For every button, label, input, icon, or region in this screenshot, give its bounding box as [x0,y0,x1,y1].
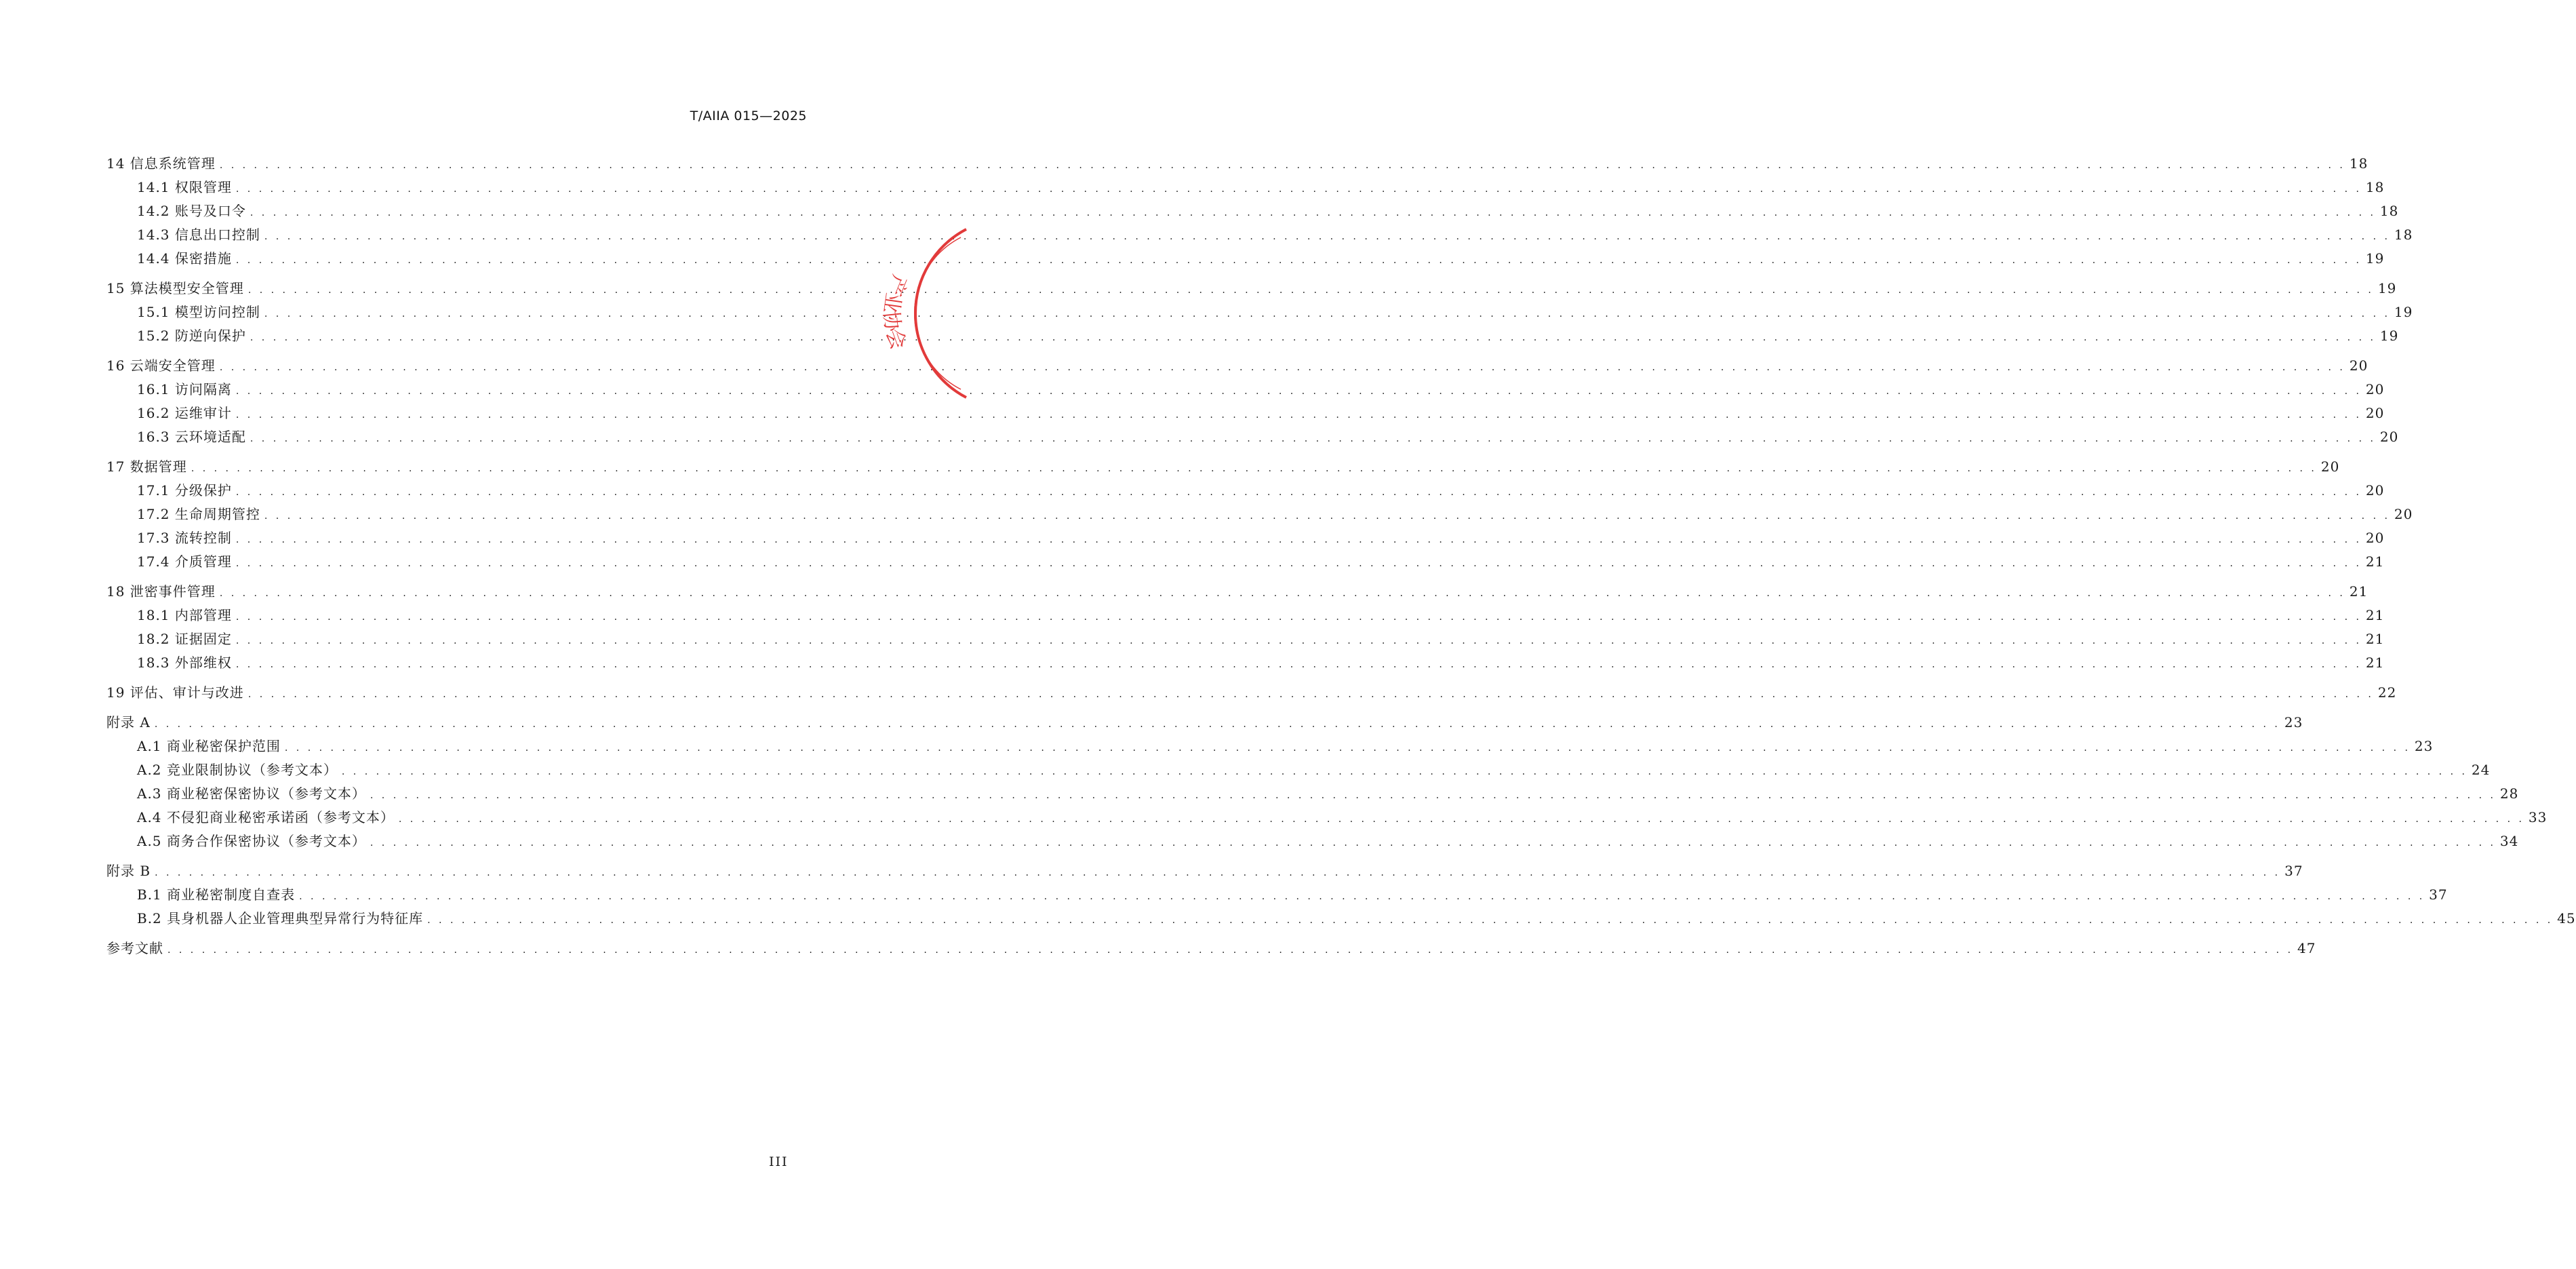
toc-section [106,681,2397,705]
toc-subentry[interactable] [106,604,2385,627]
toc-page-number: 18 [2379,203,2399,219]
dot-leader [191,458,2317,479]
dot-leader [236,631,2362,651]
toc-entry-title: 16.2 运维审计 [137,405,232,421]
dot-leader [248,280,2374,300]
toc-subentry[interactable] [106,526,2385,550]
toc-entry-title: 18.3 外部维权 [137,655,232,671]
toc-page-number: 45 [2557,910,2576,926]
toc-entry-title: 附录 A [106,714,151,730]
toc-entry-title: A.3 商业秘密保密协议（参考文本） [137,785,366,802]
toc-subentry[interactable] [106,503,2413,526]
dot-leader [250,203,2376,223]
partial-seal-stamp [851,224,911,403]
dot-leader [264,227,2390,247]
toc-entry[interactable] [106,711,2303,735]
dot-leader [250,328,2376,348]
toc-entry-title: 参考文献 [106,940,163,956]
toc-page-number: 18 [2349,155,2369,172]
toc-page-number: 19 [2394,304,2413,320]
toc-entry[interactable] [106,580,2369,604]
toc-entry-title: 14.1 权限管理 [137,179,232,195]
toc-entry-title: 附录 B [106,863,151,879]
toc-entry-title: 14.4 保密措施 [137,250,232,267]
dot-leader [236,179,2362,199]
toc-page-number: 19 [2379,328,2399,344]
dot-leader [264,304,2390,324]
toc-page-number: 23 [2414,738,2434,754]
toc-section [106,937,2316,960]
toc-entry[interactable] [106,937,2316,960]
dot-leader [155,863,2280,883]
toc-entry-title: 16.3 云环境适配 [137,429,246,445]
toc-entry-title: 16 云端安全管理 [106,357,216,374]
toc-page-number: 20 [2320,458,2340,475]
toc-page-number: 33 [2528,809,2548,825]
toc-page-number: 47 [2297,940,2316,956]
toc-entry-title: 15.2 防逆向保护 [137,328,246,344]
dot-leader [236,482,2362,503]
page-number: III [769,1154,789,1169]
toc-subentry[interactable] [106,479,2385,503]
toc-entry-title: 18.1 内部管理 [137,607,232,623]
toc-subentry[interactable] [106,627,2385,651]
toc-subentry[interactable] [106,806,2548,829]
toc-entry-title: A.5 商务合作保密协议（参考文本） [137,833,366,849]
toc-entry-title: A.4 不侵犯商业秘密承诺函（参考文本） [137,809,395,825]
toc-page-number: 22 [2377,684,2397,701]
dot-leader [236,553,2362,574]
toc-subentry[interactable] [106,425,2399,449]
toc-page-number: 18 [2365,179,2385,195]
toc-page-number: 20 [2394,506,2413,522]
toc-entry[interactable] [106,354,2369,378]
toc-page-number: 20 [2349,357,2369,374]
toc-section [106,711,2548,853]
toc-page-number: 37 [2429,886,2448,903]
toc-subentry[interactable] [106,247,2385,271]
svg-text:产: 产 [881,271,911,299]
dot-leader [236,381,2362,402]
toc-page-number: 37 [2284,863,2303,879]
dot-leader [370,785,2496,806]
dot-leader [250,429,2376,449]
toc-subentry[interactable] [106,176,2385,199]
dot-leader [399,809,2524,829]
toc-page-number: 20 [2365,482,2385,499]
svg-text:业: 业 [878,291,905,315]
toc-page-number: 28 [2499,785,2519,802]
toc-entry-title: 17 数据管理 [106,458,187,475]
toc-entry[interactable] [106,681,2397,705]
dot-leader [370,833,2496,853]
toc-subentry[interactable] [106,550,2385,574]
toc-entry-title: 15.1 模型访问控制 [137,304,260,320]
dot-leader [299,886,2425,907]
toc-subentry[interactable] [106,883,2448,907]
toc-subentry[interactable] [106,782,2519,806]
toc-page-number: 19 [2365,250,2385,267]
dot-leader [167,940,2293,960]
toc-entry-title: 15 算法模型安全管理 [106,280,244,296]
toc-entry-title: 17.4 介质管理 [137,553,232,570]
toc-page-number: 21 [2365,607,2385,623]
toc-subentry[interactable] [106,829,2519,853]
toc-subentry[interactable] [106,378,2385,402]
toc-entry[interactable] [106,859,2303,883]
toc-page-number: 21 [2365,631,2385,647]
document-code: T/AIIA 015—2025 [690,109,807,123]
dot-leader [220,155,2345,176]
toc-entry-title: 18.2 证据固定 [137,631,232,647]
toc-page-number: 24 [2471,762,2491,778]
toc-page-number: 20 [2379,429,2399,445]
toc-subentry[interactable] [106,907,2576,931]
toc-entry[interactable] [106,152,2369,176]
dot-leader [155,714,2280,735]
toc-section [106,580,2385,675]
dot-leader [342,762,2468,782]
toc-subentry[interactable] [106,300,2413,324]
dot-leader [285,738,2411,758]
toc-entry-title: A.1 商业秘密保护范围 [137,738,281,754]
svg-text:协: 协 [878,309,905,333]
toc-page-number: 20 [2365,381,2385,397]
toc-section [106,354,2399,449]
toc-entry-title: 17.3 流转控制 [137,530,232,546]
toc-entry-title: B.1 商业秘密制度自查表 [137,886,296,903]
toc-page-number: 21 [2349,583,2369,600]
dot-leader [236,607,2362,627]
dot-leader [248,684,2374,705]
toc-entry-title: 16.1 访问隔离 [137,381,232,397]
toc-entry-title: B.2 具身机器人企业管理典型异常行为特征库 [137,910,424,926]
toc-page-number: 19 [2377,280,2397,296]
toc-page-number: 21 [2365,655,2385,671]
toc-entry-title: 17.1 分级保护 [137,482,232,499]
toc-entry-title: 17.2 生命周期管控 [137,506,260,522]
toc-section [106,152,2413,271]
dot-leader [236,250,2362,271]
dot-leader [220,583,2345,604]
toc-subentry[interactable] [106,651,2385,675]
toc-subentry[interactable] [106,758,2491,782]
toc-section [106,455,2413,574]
toc-subentry[interactable] [106,324,2399,348]
toc-page-number: 34 [2499,833,2519,849]
toc-page-number: 23 [2284,714,2303,730]
toc-page-number: 21 [2365,553,2385,570]
toc-entry-title: 18 泄密事件管理 [106,583,216,600]
toc-entry-title: 14.3 信息出口控制 [137,227,260,243]
toc-entry-title: A.2 竞业限制协议（参考文本） [137,762,338,778]
toc-page-number: 18 [2394,227,2413,243]
toc-subentry[interactable] [106,402,2385,425]
toc-subentry[interactable] [106,735,2434,758]
dot-leader [236,655,2362,675]
table-of-contents [106,152,2576,967]
toc-entry[interactable] [106,455,2340,479]
dot-leader [236,405,2362,425]
dot-leader [264,506,2390,526]
toc-entry-title: 14.2 账号及口令 [137,203,246,219]
toc-page-number: 20 [2365,530,2385,546]
toc-entry-title: 14 信息系统管理 [106,155,216,172]
dot-leader [220,357,2345,378]
toc-subentry[interactable] [106,223,2413,247]
dot-leader [236,530,2362,550]
dot-leader [427,910,2553,931]
toc-page-number: 20 [2365,405,2385,421]
toc-subentry[interactable] [106,199,2399,223]
toc-section [106,277,2413,348]
seal-icon [851,224,911,403]
svg-text:会: 会 [881,325,911,353]
toc-entry[interactable] [106,277,2397,300]
toc-section [106,859,2576,931]
toc-entry-title: 19 评估、审计与改进 [106,684,244,701]
